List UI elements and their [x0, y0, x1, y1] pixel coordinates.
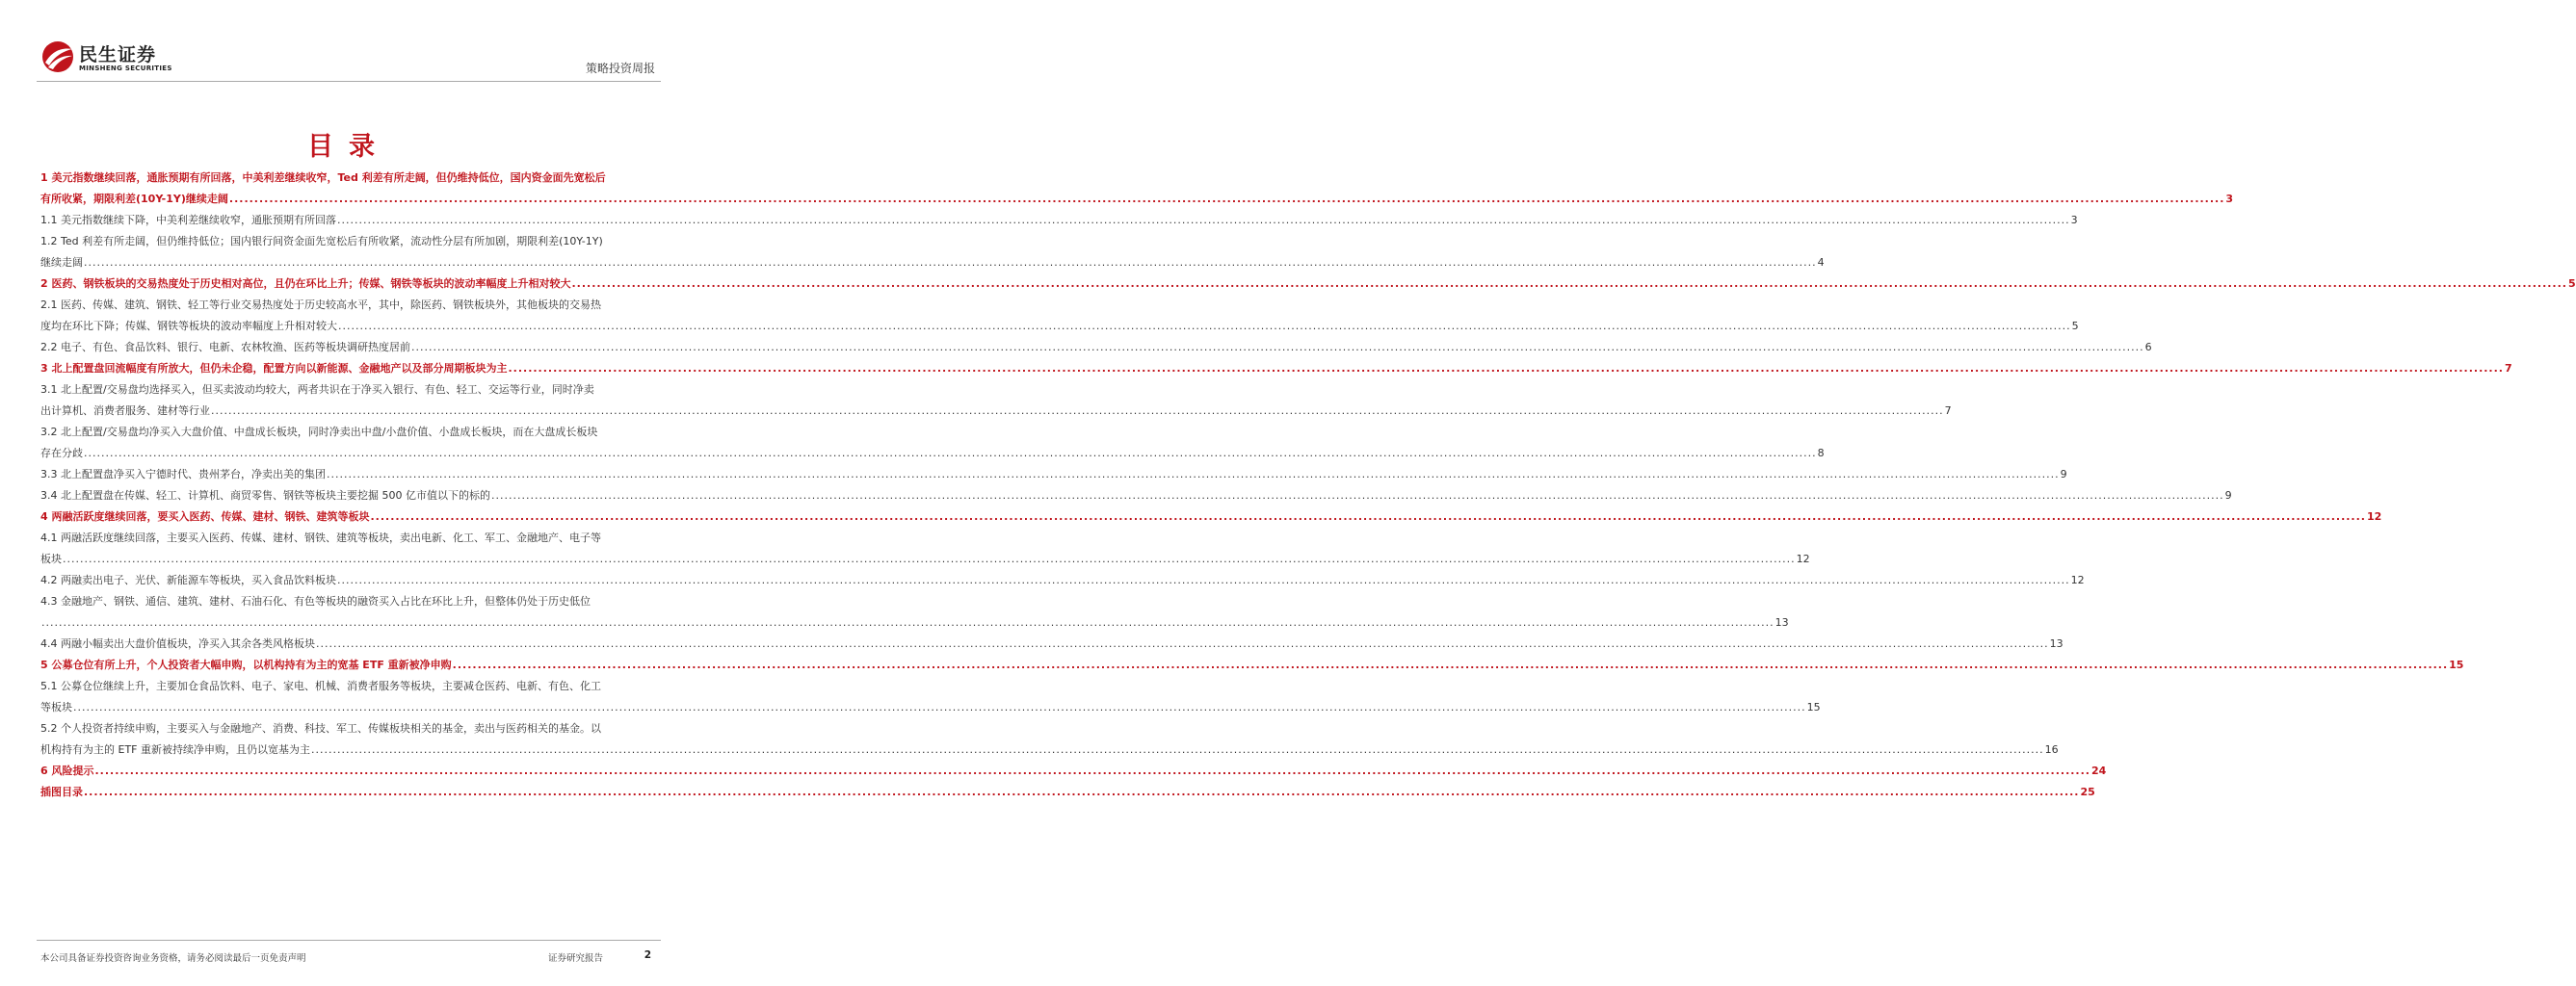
header-divider — [37, 81, 661, 82]
toc-subsection-entry[interactable] — [40, 464, 2067, 485]
toc-dot-leader: ................................................................................................................................................................................................................................................................................................................................................................................................................ — [338, 320, 2071, 332]
toc-page-number: 24 — [2090, 765, 2107, 777]
toc-entry-text: 4 两融活跃度继续回落，要买入医药、传媒、建材、钢铁、建筑等板块 — [40, 510, 370, 523]
toc-subsection-entry[interactable] — [40, 676, 1821, 718]
toc-entry-text: 等板块 — [40, 701, 72, 714]
toc-subsection-entry[interactable] — [40, 485, 2232, 506]
toc-entry-text: 3.2 北上配置/交易盘均净买入大盘价值、中盘成长板块，同时净卖出中盘/小盘价值、小盘成长板块，而在大盘成长板块 — [40, 426, 598, 438]
toc-dot-leader: ................................................................................................................................................................................................................................................................................................................................................................................................................ — [571, 277, 2567, 290]
toc-page-number: 9 — [2060, 468, 2067, 480]
toc-dot-leader: ................................................................................................................................................................................................................................................................................................................................................................................................................ — [94, 765, 2090, 777]
page-footer — [37, 940, 661, 970]
toc-dot-leader: ................................................................................................................................................................................................................................................................................................................................................................................................................ — [452, 659, 2449, 671]
toc-page-number: 12 — [2366, 510, 2382, 523]
disclaimer-note: 本公司具备证券投资咨询业务资格，请务必阅读最后一页免责声明 — [40, 953, 306, 964]
toc-subsection-entry[interactable] — [40, 634, 2063, 655]
toc-entry-text: 4.2 两融卖出电子、光伏、新能源车等板块，买入食品饮料板块 — [40, 574, 336, 586]
toc-dot-leader: ................................................................................................................................................................................................................................................................................................................................................................................................................ — [63, 553, 1796, 565]
toc-entry-text: 1 美元指数继续回落，通胀预期有所回落，中美利差继续收窄，Ted 利差有所走阔，但仍维持低位，国内资金面先宽松后 — [40, 171, 606, 184]
toc-dot-leader: ................................................................................................................................................................................................................................................................................................................................................................................................................ — [411, 341, 2144, 353]
toc-entry-text: 4.1 两融活跃度继续回落，主要买入医药、传媒、建材、钢铁、建筑等板块，卖出电新、化工、军工、金融地产、电子等 — [40, 532, 601, 544]
toc-entry-text: 插图目录 — [40, 786, 83, 798]
table-of-contents — [40, 168, 2576, 803]
toc-page-number: 5 — [2567, 277, 2576, 290]
toc-page-number: 9 — [2224, 489, 2232, 502]
toc-page-number: 4 — [1817, 256, 1825, 269]
toc-dot-leader: ................................................................................................................................................................................................................................................................................................................................................................................................................ — [508, 362, 2504, 375]
toc-dot-leader: ................................................................................................................................................................................................................................................................................................................................................................................................................ — [337, 574, 2070, 586]
toc-entry-text: 5.2 个人投资者持续申购，主要买入与金融地产、消费、科技、军工、传媒板块相关的基金，卖出与医药相关的基金。以 — [40, 722, 601, 735]
toc-entry-text: 机构持有为主的 ETF 重新被持续净申购，且仍以宽基为主 — [40, 743, 310, 756]
toc-subsection-entry[interactable] — [40, 210, 2078, 231]
toc-entry-text: 4.3 金融地产、钢铁、通信、建筑、建材、石油石化、有色等板块的融资买入占比在环比上升，但整体仍处于历史低位 — [40, 595, 591, 608]
toc-section-entry[interactable] — [40, 655, 2464, 676]
toc-entry-text: 板块 — [40, 553, 62, 565]
toc-dot-leader: ................................................................................................................................................................................................................................................................................................................................................................................................................ — [228, 193, 2225, 205]
toc-subsection-entry[interactable] — [40, 591, 1789, 634]
toc-dot-leader: ................................................................................................................................................................................................................................................................................................................................................................................................................ — [370, 510, 2366, 523]
minsheng-logo-icon — [40, 39, 75, 74]
toc-entry-text: 2.2 电子、有色、食品饮料、银行、电新、农林牧渔、医药等板块调研热度居前 — [40, 341, 410, 353]
toc-page-number: 13 — [1774, 616, 1789, 629]
toc-page-number: 13 — [2049, 637, 2063, 650]
toc-dot-leader: ................................................................................................................................................................................................................................................................................................................................................................................................................ — [211, 404, 1944, 417]
toc-page-number: 3 — [2225, 193, 2234, 205]
toc-entry-text: 5 公募仓位有所上升，个人投资者大幅申购，以机构持有为主的宽基 ETF 重新被净申购 — [40, 659, 452, 671]
report-type: 证券研究报告 — [547, 953, 603, 964]
toc-dot-leader: ................................................................................................................................................................................................................................................................................................................................................................................................................ — [84, 447, 1817, 459]
toc-subsection-entry[interactable] — [40, 295, 2079, 337]
company-logo — [37, 37, 229, 79]
toc-subsection-entry[interactable] — [40, 379, 1952, 422]
toc-entry-text: 1.2 Ted 利差有所走阔，但仍维持低位；国内银行间资金面先宽松后有所收紧，流动性分层有所加剧，期限利差(10Y-1Y) — [40, 235, 603, 247]
toc-subsection-entry[interactable] — [40, 231, 1825, 273]
toc-section-entry[interactable] — [40, 273, 2576, 295]
toc-entry-text: 出计算机、消费者服务、建材等行业 — [40, 404, 210, 417]
toc-section-entry[interactable] — [40, 358, 2512, 379]
toc-page-number: 15 — [1806, 701, 1821, 714]
toc-title: 目录 — [307, 132, 390, 162]
logo-chinese-name: 民生证券 — [79, 44, 157, 65]
toc-dot-leader: ................................................................................................................................................................................................................................................................................................................................................................................................................ — [311, 743, 2044, 756]
toc-dot-leader: ................................................................................................................................................................................................................................................................................................................................................................................................................ — [337, 214, 2070, 226]
toc-page-number: 12 — [2070, 574, 2085, 586]
toc-entry-text: 存在分歧 — [40, 447, 83, 459]
toc-page-number: 16 — [2044, 743, 2059, 756]
page-number: 2 — [644, 949, 651, 961]
toc-entry-text: 6 风险提示 — [40, 765, 94, 777]
toc-page-number: 8 — [1817, 447, 1825, 459]
toc-dot-leader: ................................................................................................................................................................................................................................................................................................................................................................................................................ — [84, 256, 1817, 269]
toc-entry-text: 3.1 北上配置/交易盘均选择买入，但买卖波动均较大，两者共识在于净买入银行、有色、轻工、交运等行业，同时净卖 — [40, 383, 594, 396]
toc-entry-text: 继续走阔 — [40, 256, 83, 269]
toc-dot-leader: ................................................................................................................................................................................................................................................................................................................................................................................................................ — [327, 468, 2060, 480]
toc-dot-leader: ................................................................................................................................................................................................................................................................................................................................................................................................................ — [41, 616, 1774, 629]
toc-subsection-entry[interactable] — [40, 422, 1825, 464]
toc-page-number: 25 — [2080, 786, 2095, 798]
toc-entry-text: 3.4 北上配置盘在传媒、轻工、计算机、商贸零售、钢铁等板块主要挖掘 500 亿市值以下的标的 — [40, 489, 490, 502]
toc-subsection-entry[interactable] — [40, 570, 2085, 591]
toc-entry-text: 1.1 美元指数继续下降，中美利差继续收窄，通胀预期有所回落 — [40, 214, 336, 226]
toc-dot-leader: ................................................................................................................................................................................................................................................................................................................................................................................................................ — [316, 637, 2049, 650]
toc-page-number: 5 — [2071, 320, 2079, 332]
toc-entry-text: 3.3 北上配置盘净买入宁德时代、贵州茅台，净卖出美的集团 — [40, 468, 326, 480]
toc-entry-text: 5.1 公募仓位继续上升，主要加仓食品饮料、电子、家电、机械、消费者服务等板块，主要减仓医药、电新、有色、化工 — [40, 680, 601, 692]
toc-section-entry[interactable] — [40, 761, 2107, 782]
toc-entry-text: 有所收紧，期限利差(10Y-1Y)继续走阔 — [40, 193, 228, 205]
document-type: 策略投资周报 — [585, 62, 655, 75]
toc-entry-text: 度均在环比下降；传媒、钢铁等板块的波动率幅度上升相对较大 — [40, 320, 337, 332]
toc-section-entry[interactable] — [40, 506, 2382, 528]
page-header — [37, 37, 661, 81]
toc-dot-leader: ................................................................................................................................................................................................................................................................................................................................................................................................................ — [490, 489, 2224, 502]
toc-subsection-entry[interactable] — [40, 337, 2152, 358]
toc-entry-text: 4.4 两融小幅卖出大盘价值板块，净买入其余各类风格板块 — [40, 637, 315, 650]
toc-page-number: 6 — [2144, 341, 2152, 353]
toc-entry-text: 2.1 医药、传媒、建筑、钢铁、轻工等行业交易热度处于历史较高水平，其中，除医药、钢铁板块外，其他板块的交易热 — [40, 298, 601, 311]
toc-subsection-entry[interactable] — [40, 528, 1810, 570]
toc-dot-leader: ................................................................................................................................................................................................................................................................................................................................................................................................................ — [73, 701, 1806, 714]
toc-entry-text: 2 医药、钢铁板块的交易热度处于历史相对高位，且仍在环比上升；传媒、钢铁等板块的波动率幅度上升相对较大 — [40, 277, 571, 290]
toc-section-entry[interactable] — [40, 782, 2095, 803]
toc-page-number: 15 — [2449, 659, 2464, 671]
toc-page-number: 7 — [2504, 362, 2512, 375]
toc-subsection-entry[interactable] — [40, 718, 2059, 761]
toc-section-entry[interactable] — [40, 168, 2234, 210]
logo-english-name: MINSHENG SECURITIES — [79, 65, 172, 72]
toc-dot-leader: ................................................................................................................................................................................................................................................................................................................................................................................................................ — [84, 786, 2080, 798]
toc-page-number: 3 — [2070, 214, 2078, 226]
toc-page-number: 7 — [1944, 404, 1952, 417]
toc-page-number: 12 — [1796, 553, 1810, 565]
toc-entry-text: 3 北上配置盘回流幅度有所放大，但仍未企稳，配置方向以新能源、金融地产以及部分周期板块为主 — [40, 362, 508, 375]
